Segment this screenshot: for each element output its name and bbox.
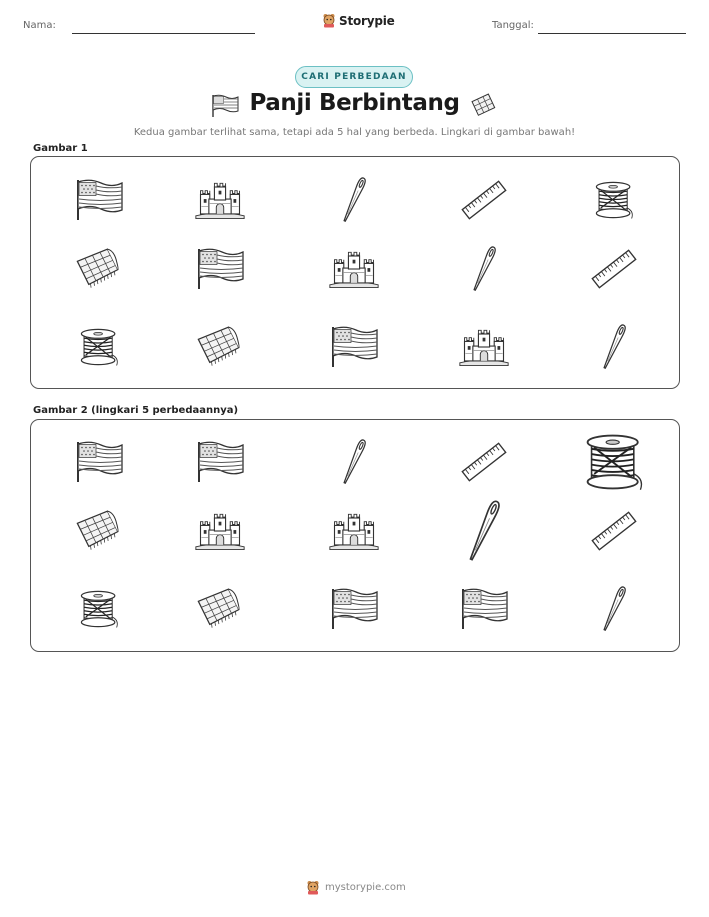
- footer-url[interactable]: mystorypie.com: [325, 882, 406, 893]
- name-field-line[interactable]: [72, 33, 255, 34]
- instructions: Kedua gambar terlihat sama, tetapi ada 5 hal yang berbeda. Lingkari di gambar bawah!: [133, 127, 576, 138]
- castle-icon[interactable]: [328, 512, 380, 550]
- needle-icon[interactable]: [469, 496, 499, 566]
- ruler-icon: [460, 176, 508, 224]
- quilt-icon[interactable]: [196, 588, 244, 630]
- footer: [306, 880, 406, 895]
- name-label: Nama:: [23, 20, 56, 31]
- needle-icon: [603, 321, 625, 373]
- flag-icon[interactable]: [74, 440, 124, 484]
- needle-icon: [473, 243, 495, 295]
- brand-name: Storypie: [339, 13, 395, 28]
- flag-icon[interactable]: [459, 587, 509, 631]
- castle-icon: [458, 328, 510, 366]
- castle-icon: [194, 181, 246, 219]
- date-label: Tanggal:: [492, 20, 534, 31]
- castle-icon[interactable]: [194, 512, 246, 550]
- ruler-icon[interactable]: [590, 507, 638, 555]
- needle-icon[interactable]: [343, 436, 365, 488]
- flag-icon[interactable]: [329, 587, 379, 631]
- spool-icon[interactable]: [77, 585, 121, 633]
- flag-icon: [74, 178, 124, 222]
- picture-1-label: Gambar 1: [33, 143, 88, 154]
- flag-icon[interactable]: [195, 440, 245, 484]
- spool-icon[interactable]: [581, 426, 647, 498]
- quilt-icon[interactable]: [75, 510, 123, 552]
- needle-icon[interactable]: [603, 583, 625, 635]
- castle-icon: [328, 250, 380, 288]
- quilt-icon: [196, 326, 244, 368]
- storypie-mascot-icon: [322, 13, 336, 28]
- flag-icon: [195, 247, 245, 291]
- date-field-line[interactable]: [538, 33, 686, 34]
- spool-icon: [77, 323, 121, 371]
- flag-icon: [329, 325, 379, 369]
- page-title: Panji Berbintang: [249, 90, 460, 116]
- quilt-icon: [75, 248, 123, 290]
- ruler-icon: [590, 245, 638, 293]
- needle-icon: [343, 174, 365, 226]
- spool-icon: [592, 176, 636, 224]
- picture-2-label: Gambar 2 (lingkari 5 perbedaannya): [33, 405, 239, 416]
- quilt-icon: [470, 92, 498, 120]
- activity-badge: CARI PERBEDAAN: [295, 66, 413, 88]
- storypie-mascot-icon: [306, 880, 320, 895]
- ruler-icon[interactable]: [460, 438, 508, 486]
- brand-logo: [322, 13, 395, 28]
